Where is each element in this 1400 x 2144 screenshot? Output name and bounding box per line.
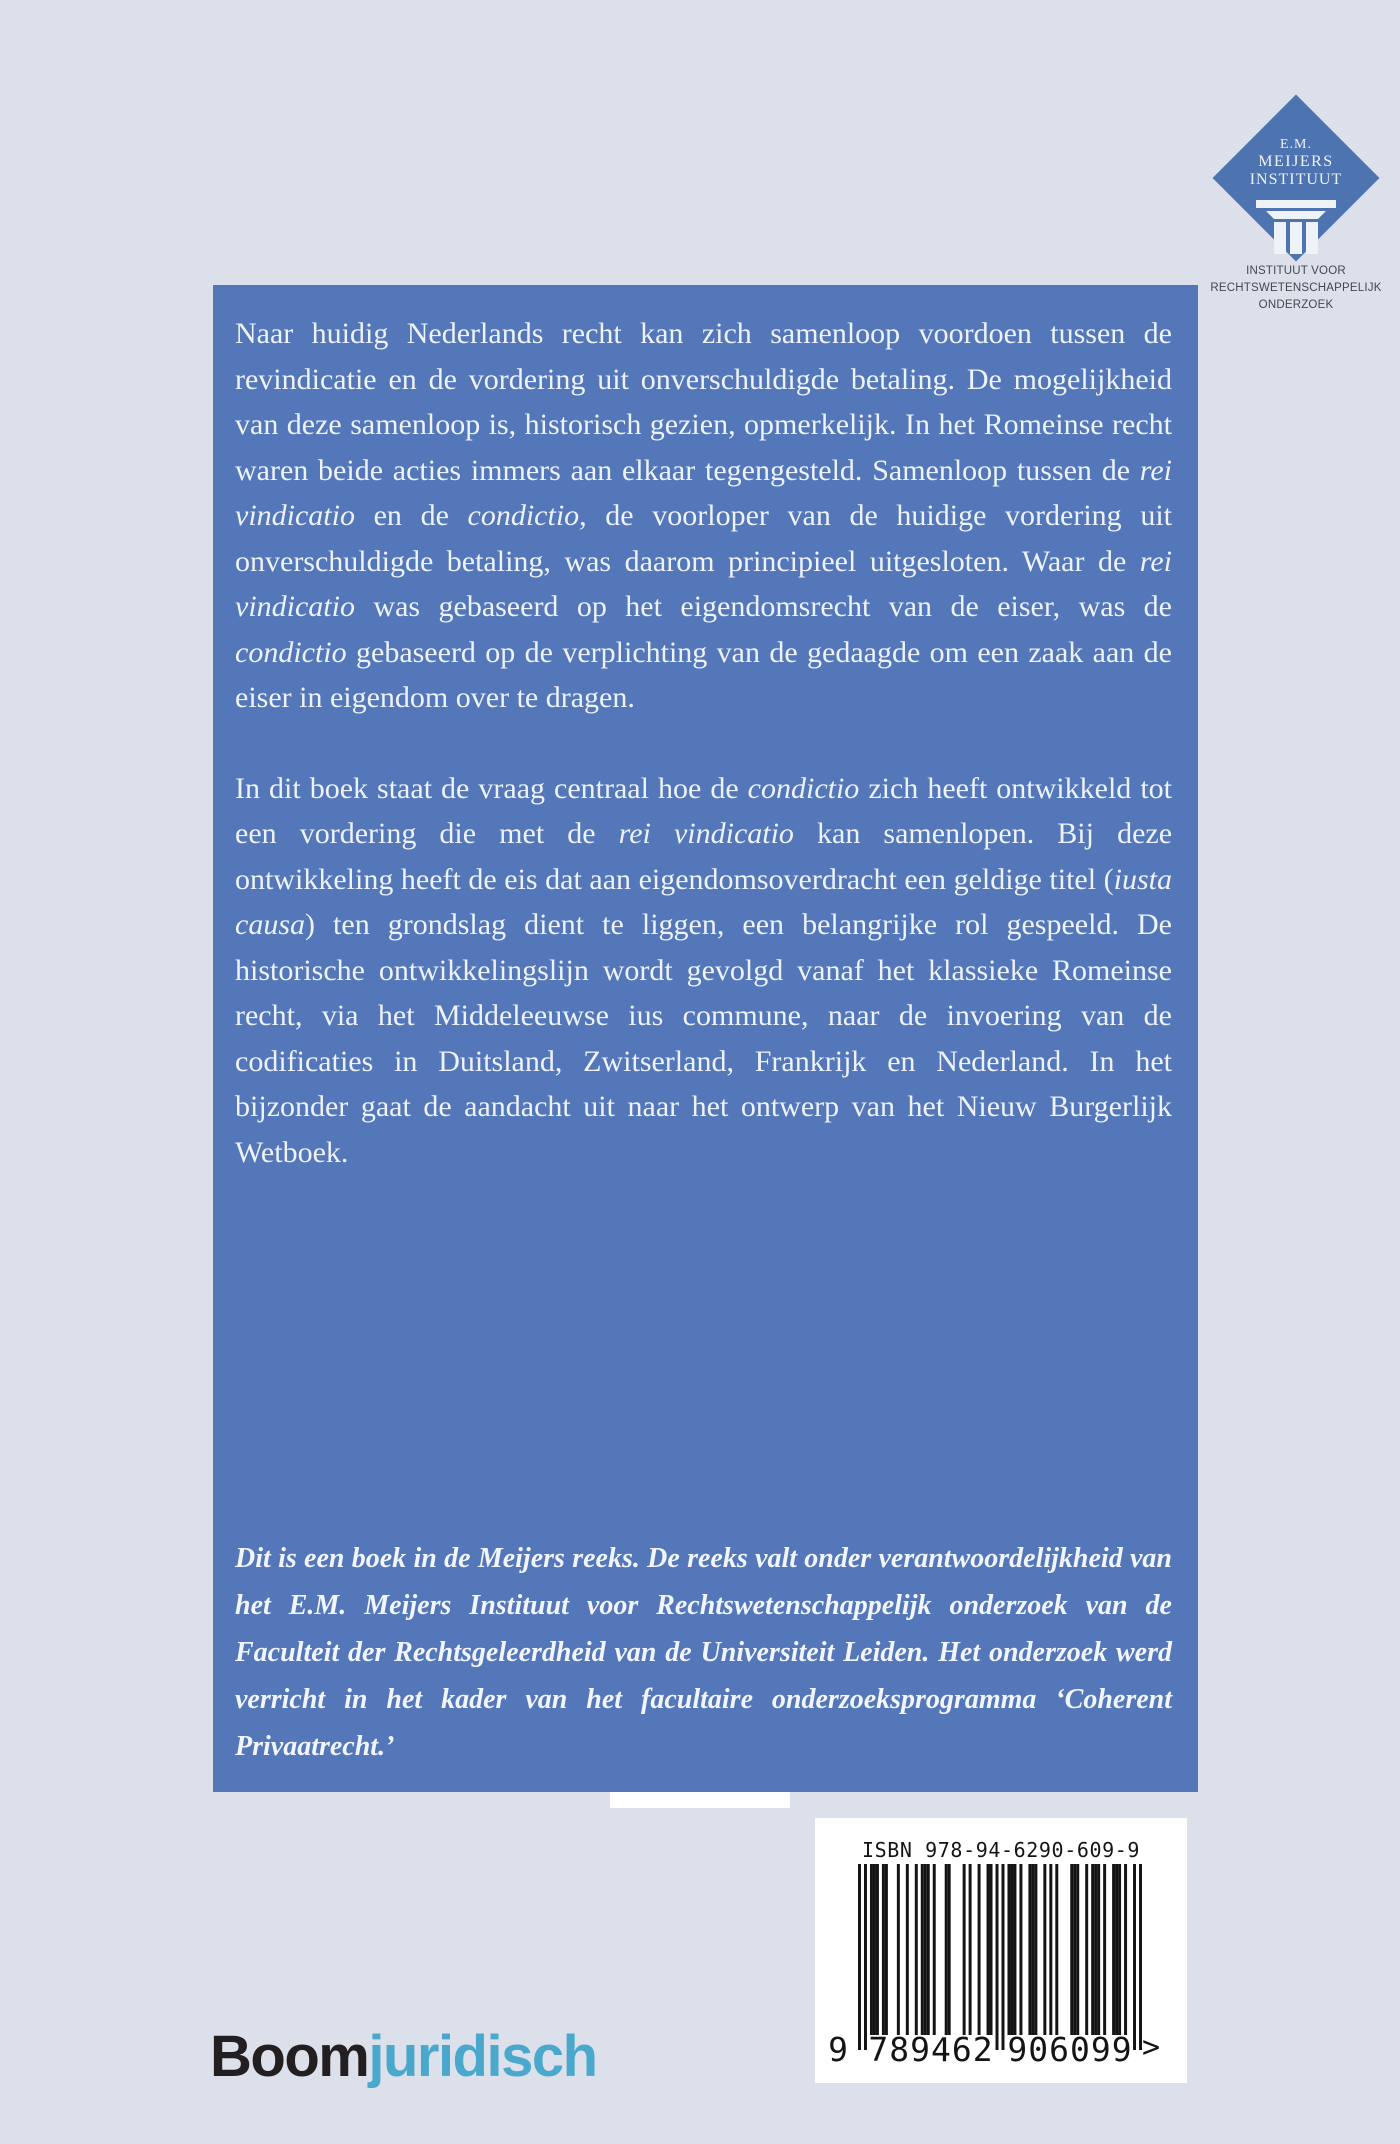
ean13-barcode <box>858 1864 1142 2050</box>
blurb-paragraph-1: Naar huidig Nederlands recht kan zich samenloop voordoen tussen de revindicatie en de vordering uit onverschuldigde betaling. De mogelijkheid van deze samenloop is, historisch gezien, opmerkelijk. In het Romeinse recht waren beide acties immers aan elkaar tegengesteld. Samenloop tussen de rei vindicatio en de condictio, de voorloper van de huidige vordering uit onverschuldigde betaling, was daarom principieel uitgesloten. Waar de rei vindicatio was gebaseerd op het eigendomsrecht van de eiser, was de condictio gebaseerd op de verplichting van de gedaagde om een zaak aan de eiser in eigendom over te dragen. <box>235 317 1172 714</box>
caption-line-1: INSTITUUT VOOR <box>1246 265 1346 277</box>
meijers-line-instituut: INSTITUUT <box>1249 171 1343 188</box>
barcode-digits <box>815 2030 1187 2074</box>
blurb-paragraph-2: In dit boek staat de vraag centraal hoe de condictio zich heeft ontwikkeld tot een vordering die met de rei vindicatio kan samenlopen. Bij deze ontwikkeling heeft de eis dat aan eigendomsoverdracht een geldige titel (iusta causa) ten grondslag dient te liggen, een belangrijke rol gespeeld. De historische ontwikkelingslijn wordt gevolgd vanaf het klassieke Romeinse recht, via het Middeleeuwse ius commune, naar de invoering van de codificaties in Duitsland, Zwitserland, Frankrijk en Nederland. In het bijzonder gaat de aandacht uit naar het ontwerp van het Nieuw Burgerlijk Wetboek. <box>235 771 1173 1169</box>
publisher-name-boom: Boom <box>210 2024 369 2089</box>
pillar-column-icon <box>1256 200 1336 254</box>
caption-line-2: RECHTSWETENSCHAPPELIJK <box>1210 282 1382 294</box>
barcode-digit-group2: 906099 <box>1007 2030 1133 2069</box>
barcode-quiet-zone-arrow: > <box>1142 2030 1161 2065</box>
meijers-line-meijers: MEIJERS <box>1258 153 1334 170</box>
barcode-digit-lead: 9 <box>828 2030 848 2069</box>
blurb-panel <box>213 285 1198 1792</box>
meijers-series-note: Dit is een boek in de Meijers reeks. De reeks valt onder verantwoordelijkheid van het E.M. Meijers Instituut voor Rechtswetenschappelijk onderzoek van de Faculteit der Rechtsgeleerdheid van de Universiteit Leiden. Het onderzoek werd verricht in het kader van het facultaire onderzoeksprogramma ‘Coherent Privaatrecht.’ <box>235 1543 1172 1762</box>
meijers-line-em: E.M. <box>1280 137 1312 152</box>
publisher-logo <box>210 2024 597 2089</box>
panel-spacer <box>235 1175 1172 1535</box>
barcode-digit-group1: 789462 <box>868 2030 994 2069</box>
isbn-label: ISBN 978-94-6290-609-9 <box>861 1838 1141 1862</box>
publisher-name-juridisch: juridisch <box>368 2024 597 2089</box>
meijers-diamond-text <box>1196 136 1396 189</box>
caption-line-3: ONDERZOEK <box>1258 299 1334 311</box>
isbn-barcode-box <box>815 1818 1187 2083</box>
meijers-institute-logo <box>1196 88 1396 328</box>
white-strip <box>610 1792 790 1808</box>
